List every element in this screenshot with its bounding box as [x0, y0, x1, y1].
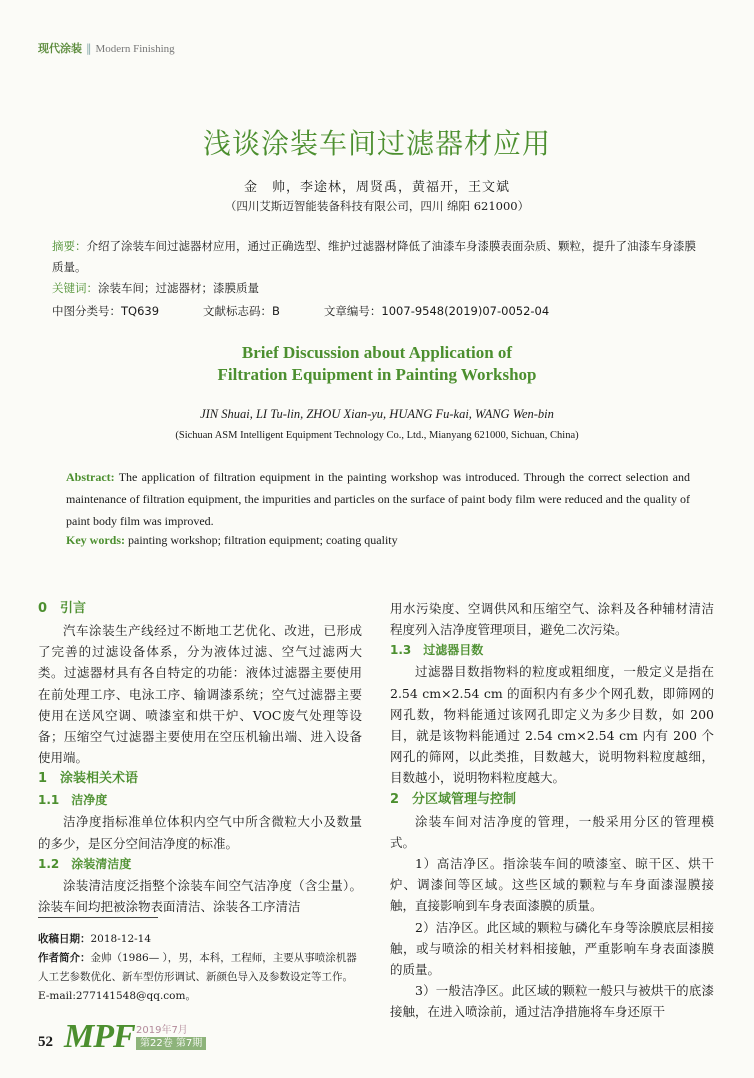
author-bio-label: 作者简介：: [38, 952, 91, 964]
keywords-en: [66, 533, 690, 548]
title-en-line1: Brief Discussion about Application of: [241, 343, 513, 362]
author-bio: [38, 949, 362, 1006]
abstract-cn: [52, 236, 702, 278]
section-1-1-heading: 1.1 洁净度: [38, 793, 108, 808]
received-date: [38, 930, 362, 949]
section-0-heading: 0 引言: [38, 601, 87, 616]
body-column-right: [390, 598, 714, 1023]
affiliation-en: (Sichuan ASM Intelligent Equipment Technology Co., Ltd., Mianyang 621000, Sichuan, China): [175, 430, 579, 441]
issue-volume: 第22卷 第7期: [136, 1037, 206, 1050]
section-1-heading: 1 涂装相关术语: [38, 771, 139, 787]
journal-name-cn: 现代涂装: [38, 42, 82, 55]
section-2-paragraph-3: 2）洁净区。此区域的颗粒与磷化车身等涂膜底层相接触，或与喷涂的相关材料相接触，严重影响车身表面漆膜的质量。: [390, 919, 714, 978]
section-1-2-paragraph: 涂装清洁度泛指整个涂装车间空气洁净度（含尘量）。涂装车间均把被涂物表面清洁、涂装各工序清洁: [38, 877, 362, 915]
section-2-paragraph-4: 3）一般洁净区。此区域的颗粒一般只与被烘干的底漆接触，在进入喷涂前，通过洁净措施将车身还原干: [390, 983, 714, 1020]
keywords-cn-label: 关键词：: [52, 281, 98, 295]
journal-name-en: Modern Finishing: [95, 43, 175, 55]
issue-info: [136, 1024, 206, 1050]
classification-row: [52, 303, 702, 319]
issue-date: 2019年7月: [136, 1025, 188, 1036]
authors-en: JIN Shuai, LI Tu-lin, ZHOU Xian-yu, HUANG Fu-kai, WANG Wen-bin: [200, 407, 554, 421]
page-number: 52: [38, 1034, 53, 1050]
body-column-left: [38, 598, 362, 917]
keywords-en-text: painting workshop; filtration equipment; coating quality: [128, 533, 398, 547]
received-label: 收稿日期：: [38, 933, 91, 945]
footnote: [38, 930, 362, 1006]
abstract-en-text: The application of filtration equipment in the painting workshop was introduced. Through the correct selection and maintenance of filtration equipment, the impurities and particles on the surface of paint body film were reduced and the quality of paint body film was improved.: [66, 470, 690, 528]
keywords-en-label: Key words:: [66, 533, 125, 547]
author-bio-text: 金帅（1986— ），男，本科，工程师，主要从事喷涂机器人工艺参数优化、新车型仿形调试、新颜色导入及参数设定等工作。E-mail:277141548@qq.com。: [38, 952, 357, 1002]
clc-number: 中图分类号：TQ639: [52, 304, 160, 318]
section-2-heading: 2 分区域管理与控制: [390, 791, 517, 807]
continued-paragraph: 用水污染度、空调供风和压缩空气、涂料及各种辅材清洁程度列入洁净度管理项目，避免二次污染。: [390, 601, 714, 638]
keywords-cn-text: 涂装车间；过滤器材；漆膜质量: [98, 281, 259, 295]
section-2-paragraph-1: 涂装车间对洁净度的管理，一般采用分区的管理模式。: [390, 813, 714, 850]
section-1-3-paragraph: 过滤器目数指物料的粒度或粗细度，一般定义是指在 2.54 cm×2.54 cm 的面积内有多少个网孔数，即筛网的网孔数，物料能通过该网孔即定义为多少目数，如 200 目，就是该物料能通过 2.54 cm×2.54 cm 内有 200 个网孔的筛网，以此类推，目数越大，说明物料粒度越细，目数越小，说明物料粒度越大。: [390, 664, 714, 786]
title-en-line2: Filtration Equipment in Painting Workshop: [217, 365, 537, 384]
abstract-en: [66, 466, 690, 532]
authors-cn: 金 帅，李途林，周贤禹，黄福开，王文斌: [243, 180, 510, 195]
section-1-2-heading: 1.2 涂装清洁度: [38, 856, 132, 871]
affiliation-cn: （四川艾斯迈智能装备科技有限公司，四川 绵阳 621000）: [224, 199, 530, 213]
abstract-cn-text: 介绍了涂装车间过滤器材应用，通过正确选型、维护过滤器材降低了油漆车身漆膜表面杂质、颗粒，提升了油漆车身漆膜质量。: [52, 239, 696, 274]
footnote-divider: [38, 917, 158, 918]
abstract-en-label: Abstract:: [66, 470, 115, 484]
document-code: 文献标志码：B: [203, 304, 280, 318]
article-number: 文章编号：1007-9548(2019)07-0052-04: [323, 304, 550, 318]
section-1-3-heading: 1.3 过滤器目数: [390, 643, 484, 658]
running-header: [38, 40, 175, 56]
section-1-1-paragraph: 洁净度指标准单位体积内空气中所含微粒大小及数量的多少，是区分空间洁净度的标准。: [38, 814, 362, 851]
page-footer: [38, 1018, 338, 1068]
section-0-paragraph: 汽车涂装生产线经过不断地工艺优化、改进，已形成了完善的过滤设备体系，分为液体过滤、空气过滤两大类。过滤器材具有各自特定的功能：液体过滤器主要使用在前处理工序、电泳工序、输调漆系统；空气过滤器主要使用在送风空调、喷漆室和烘干炉、VOC废气处理等设备；压缩空气过滤器主要使用在空压机输出端、进入设备使用端。: [38, 623, 362, 766]
received-value: 2018-12-14: [90, 933, 152, 945]
header-separator: ‖: [86, 42, 92, 55]
journal-logo: MPF: [64, 1018, 135, 1055]
keywords-cn: [52, 278, 702, 299]
abstract-cn-label: 摘要：: [52, 239, 87, 253]
paper-title-en: [0, 342, 754, 386]
paper-title-cn: 浅谈涂装车间过滤器材应用: [202, 127, 551, 160]
abstract-cn-block: [52, 236, 702, 299]
section-2-paragraph-2: 1）高洁净区。指涂装车间的喷漆室、晾干区、烘干炉、调漆间等区域。这些区域的颗粒与车身面漆湿膜接触，直接影响到车身表面漆膜的质量。: [390, 856, 714, 914]
